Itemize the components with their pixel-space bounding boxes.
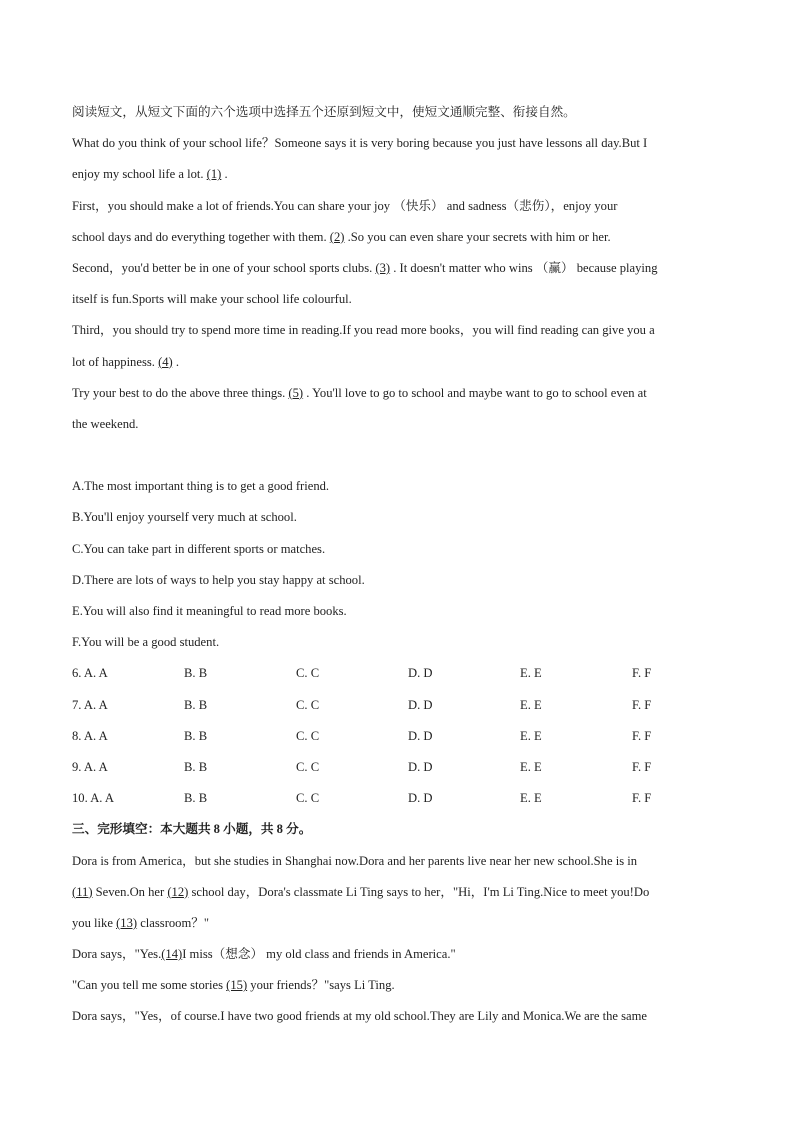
answer-option[interactable]: 10. A. A (72, 791, 114, 806)
text-segment: you like (72, 915, 117, 930)
choice-item: A.The most important thing is to get a good friend. (72, 479, 330, 494)
blank-marker: (13) (116, 915, 138, 930)
answer-option[interactable]: B. B (184, 791, 208, 806)
text-segment: What do you think of your school life？Someone says it is very boring because you just have lessons all day.But I (72, 136, 648, 151)
text-segment: Second，you'd better be in one of your school sports clubs. (72, 260, 376, 275)
passage-line (72, 315, 722, 346)
text-segment: your friends？"says Li Ting. (247, 978, 395, 993)
answer-option[interactable]: E. E (520, 791, 542, 806)
text-segment: Seven.On her (92, 884, 168, 899)
text-segment: lot of happiness. (72, 354, 159, 369)
cloze-line (72, 908, 722, 939)
passage-line (72, 128, 722, 159)
answer-option[interactable]: 7. A. A (72, 697, 108, 712)
text-segment: I miss（想念） my old class and friends in America." (182, 947, 456, 962)
answer-option[interactable]: D. D (408, 759, 433, 774)
blank-marker: (4) (158, 354, 173, 369)
answer-option[interactable]: D. D (408, 697, 433, 712)
blank-marker: (5) (288, 385, 304, 400)
choice-item: D.There are lots of ways to help you stay happy at school. (72, 572, 365, 587)
passage-line (72, 159, 722, 190)
instruction-text: 阅读短文，从短文下面的六个选项中选择五个还原到短文中，使短文通顺完整、衔接自然。 (72, 105, 576, 119)
choice-item: F.You will be a good student. (72, 635, 220, 650)
section-heading (72, 814, 722, 845)
passage-line (72, 378, 722, 409)
blank-marker: (2) (329, 229, 345, 244)
passage-line (72, 191, 722, 222)
answer-row (72, 658, 722, 689)
answer-option[interactable]: D. D (408, 666, 433, 681)
choice-item: E.You will also find it meaningful to read more books. (72, 604, 347, 618)
answer-option[interactable]: C. C (296, 697, 320, 712)
passage-line (72, 284, 722, 315)
answer-option[interactable]: C. C (296, 759, 320, 774)
text-segment: classroom？" (137, 915, 210, 930)
cloze-line (72, 970, 722, 1001)
cloze-line (72, 1001, 722, 1032)
answer-option[interactable]: D. D (408, 791, 433, 806)
section-heading-text: 三、完形填空：本大题共 8 小题，共 8 分。 (72, 822, 312, 837)
cloze-line (72, 846, 722, 877)
passage-line (72, 253, 722, 284)
text-segment: .So you can even share your secrets with him or her. (344, 229, 611, 244)
answer-option[interactable]: B. B (184, 759, 208, 774)
reading-passage (72, 128, 722, 440)
text-segment: Dora is from America，but she studies in Shanghai now.Dora and her parents live near her new school.She is in (72, 853, 638, 868)
text-segment: . You'll love to go to school and maybe want to go to school even at (303, 385, 647, 400)
answer-option[interactable]: B. B (184, 666, 208, 681)
answer-option[interactable]: B. B (184, 697, 208, 712)
text-segment: Dora says，"Yes. (72, 947, 162, 962)
text-segment: enjoy my school life a lot. (72, 167, 207, 182)
answer-option[interactable]: F. F (632, 697, 652, 712)
answer-option[interactable]: 6. A. A (72, 666, 108, 681)
blank-marker: (15) (226, 978, 248, 993)
answer-option[interactable]: C. C (296, 728, 320, 743)
answer-option[interactable]: 9. A. A (72, 759, 108, 774)
answer-option[interactable]: F. F (632, 666, 652, 681)
answer-row (72, 721, 722, 752)
passage-line (72, 222, 722, 253)
text-segment: the weekend. (72, 416, 139, 431)
answer-options (72, 658, 722, 814)
blank-marker: (11) (72, 884, 93, 899)
text-segment: First，you should make a lot of friends.You can share your joy （快乐） and sadness（悲伤），enjoy your (72, 198, 618, 213)
answer-option[interactable]: F. F (632, 791, 652, 806)
exam-page (72, 97, 722, 1033)
text-segment: Dora says，"Yes，of course.I have two good friends at my old school.They are Lily and Monica.We are the same (72, 1009, 648, 1024)
blank-marker: (1) (206, 167, 222, 182)
text-segment: "Can you tell me some stories (72, 978, 227, 993)
blank-marker: (14) (161, 947, 183, 962)
blank-marker: (3) (375, 260, 391, 275)
cloze-line (72, 939, 722, 970)
answer-option[interactable]: E. E (520, 728, 542, 743)
cloze-line (72, 877, 722, 908)
answer-option[interactable]: C. C (296, 791, 320, 806)
choice-list (72, 471, 722, 658)
text-segment: itself is fun.Sports will make your school life colourful. (72, 292, 352, 307)
answer-option[interactable]: E. E (520, 759, 542, 774)
spacer (72, 440, 722, 471)
answer-option[interactable]: D. D (408, 728, 433, 743)
answer-option[interactable]: E. E (520, 666, 542, 681)
text-segment: . It doesn't matter who wins （赢） because playing (390, 260, 658, 275)
choice-item: B.You'll enjoy yourself very much at school. (72, 510, 297, 525)
text-segment: Try your best to do the above three things. (72, 385, 289, 400)
text-segment: Third，you should try to spend more time in reading.If you read more books，you will find reading can give you a (72, 323, 655, 338)
answer-option[interactable]: F. F (632, 759, 652, 774)
passage-line (72, 409, 722, 440)
choice-item: C.You can take part in different sports or matches. (72, 541, 326, 556)
passage-line (72, 347, 722, 378)
text-segment: school day，Dora's classmate Li Ting says to her，"Hi，I'm Li Ting.Nice to meet you!Do (188, 884, 650, 899)
answer-option[interactable]: C. C (296, 666, 320, 681)
answer-row (72, 690, 722, 721)
text-segment: . (172, 354, 180, 369)
text-segment: . (221, 167, 228, 182)
answer-option[interactable]: F. F (632, 728, 652, 743)
answer-row (72, 783, 722, 814)
answer-option[interactable]: B. B (184, 728, 208, 743)
cloze-passage (72, 846, 722, 1033)
answer-option[interactable]: E. E (520, 697, 542, 712)
text-segment: school days and do everything together with them. (72, 229, 330, 244)
answer-option[interactable]: 8. A. A (72, 728, 108, 743)
answer-row (72, 752, 722, 783)
blank-marker: (12) (167, 884, 189, 899)
